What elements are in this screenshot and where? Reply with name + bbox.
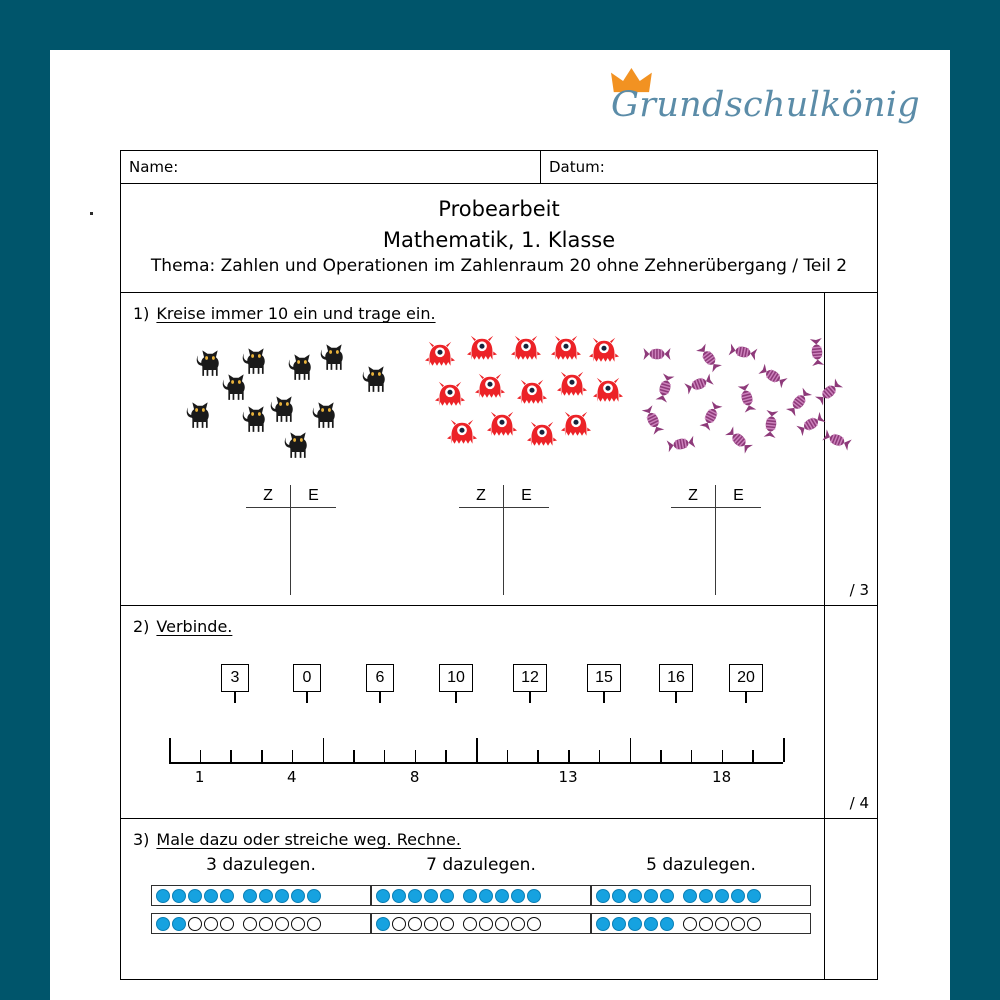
number-line-label: 1 [194, 768, 205, 786]
number-line-tick [353, 750, 355, 762]
title-line-1: Probearbeit [438, 197, 560, 221]
exercise-2-score[interactable] [825, 606, 877, 818]
candy-icon [696, 401, 726, 435]
ze-stem-3 [715, 485, 716, 595]
monster-icon [593, 377, 623, 411]
bead-filled[interactable] [731, 889, 745, 903]
number-line-tick [230, 750, 232, 762]
number-line-tick [323, 738, 325, 762]
exercise-2-number: 2) [133, 617, 150, 636]
bead-filled[interactable] [156, 889, 170, 903]
bead-filled[interactable] [612, 917, 626, 931]
ze-header-e-1: E [308, 487, 319, 504]
number-box-value: 20 [729, 664, 763, 692]
cat-icon [183, 399, 217, 437]
exercise-2-label: Verbinde. [156, 617, 233, 636]
number-line-tick [415, 750, 417, 762]
bead-column [151, 855, 371, 941]
bead-bar[interactable] [591, 885, 811, 906]
number-line-tick [630, 738, 632, 762]
number-line-label: 13 [558, 768, 578, 786]
number-line-tick [722, 750, 724, 762]
monster-group [421, 333, 621, 473]
bead-empty[interactable] [408, 917, 422, 931]
name-label: Name: [129, 158, 179, 176]
bead-filled[interactable] [376, 917, 390, 931]
bead-empty[interactable] [683, 917, 697, 931]
monster-icon [475, 373, 505, 407]
datum-label: Datum: [549, 158, 605, 176]
cat-icon [281, 429, 315, 467]
number-line-tick [660, 750, 662, 762]
bead-bar[interactable] [371, 885, 591, 906]
bead-filled[interactable] [408, 889, 422, 903]
monster-icon [435, 381, 465, 415]
bead-empty[interactable] [243, 917, 257, 931]
place-value-tables [121, 485, 824, 595]
exercise-3 [120, 819, 878, 980]
number-line-tick [292, 750, 294, 762]
number-box-12[interactable] [513, 664, 547, 703]
bead-column [371, 855, 591, 941]
number-box-tick [529, 692, 530, 703]
grundschulkoenig-logo [611, 68, 920, 123]
number-line-label: 4 [287, 768, 297, 786]
bead-bar[interactable] [151, 913, 371, 934]
cat-icon [285, 351, 319, 389]
bead-filled[interactable] [660, 889, 674, 903]
monster-icon [447, 419, 477, 453]
number-line-tick [537, 750, 539, 762]
ze-header-z-3: Z [671, 487, 716, 505]
place-value-table-2[interactable] [459, 485, 549, 508]
bead-filled[interactable] [644, 917, 658, 931]
bead-filled[interactable] [479, 889, 493, 903]
exercise-1-score[interactable] [825, 293, 877, 605]
exercise-1 [120, 293, 878, 606]
bead-filled[interactable] [495, 889, 509, 903]
bead-filled[interactable] [612, 889, 626, 903]
bead-empty[interactable] [463, 917, 477, 931]
number-boxes [121, 664, 824, 710]
ze-header-e-2: E [521, 487, 532, 504]
number-box-tick [306, 692, 307, 703]
bead-filled[interactable] [259, 889, 273, 903]
ze-underline-3 [671, 507, 761, 508]
number-box-20[interactable] [729, 664, 763, 703]
name-field[interactable] [121, 151, 541, 183]
title-line-3: Thema: Zahlen und Operationen im Zahlenraum 20 ohne Zehnerübergang / Teil 2 [150, 256, 848, 276]
monster-icon [589, 337, 619, 371]
bead-empty[interactable] [495, 917, 509, 931]
bead-empty[interactable] [527, 917, 541, 931]
monster-icon [511, 335, 541, 369]
exercise-2-score-value: / 4 [849, 794, 869, 812]
number-box-15[interactable] [587, 664, 621, 703]
bead-empty[interactable] [275, 917, 289, 931]
bead-column [591, 855, 811, 941]
bead-filled[interactable] [527, 889, 541, 903]
exercise-2-heading [121, 606, 824, 636]
bead-filled[interactable] [424, 889, 438, 903]
cat-icon [267, 393, 301, 431]
candy-icon [724, 425, 754, 459]
place-value-table-3[interactable] [671, 485, 761, 508]
monster-icon [561, 411, 591, 445]
number-box-value: 3 [221, 664, 249, 692]
number-box-value: 0 [293, 664, 321, 692]
bead-filled[interactable] [628, 917, 642, 931]
bead-filled[interactable] [392, 889, 406, 903]
datum-field[interactable] [541, 151, 877, 183]
ze-stem-1 [290, 485, 291, 595]
ze-header-e-3: E [733, 487, 744, 504]
candy-icon [728, 337, 758, 371]
bead-filled[interactable] [463, 889, 477, 903]
bead-filled[interactable] [220, 889, 234, 903]
candy-icon [642, 339, 672, 373]
bead-filled[interactable] [596, 917, 610, 931]
name-date-row [120, 150, 878, 183]
bead-empty[interactable] [511, 917, 525, 931]
ze-stem-2 [503, 485, 504, 595]
number-line-label: 18 [712, 768, 732, 786]
bead-empty[interactable] [291, 917, 305, 931]
ze-header-z-1: Z [246, 487, 291, 505]
number-box-tick [379, 692, 380, 703]
number-line-axis [169, 762, 783, 764]
number-line-tick [384, 750, 386, 762]
number-line-tick [752, 750, 754, 762]
bead-filled[interactable] [699, 889, 713, 903]
bead-filled[interactable] [596, 889, 610, 903]
bead-empty[interactable] [307, 917, 321, 931]
bead-filled[interactable] [683, 889, 697, 903]
bead-empty[interactable] [699, 917, 713, 931]
object-groups [121, 333, 824, 473]
number-line-tick [568, 750, 570, 762]
number-box-tick [745, 692, 746, 703]
number-box-tick [455, 692, 456, 703]
bead-column-caption: 5 dazulegen. [646, 855, 756, 875]
bead-bar[interactable] [151, 885, 371, 906]
number-line-tick [691, 750, 693, 762]
number-box-0[interactable] [293, 664, 321, 703]
ze-underline-2 [459, 507, 549, 508]
bead-empty[interactable] [220, 917, 234, 931]
number-box-tick [234, 692, 235, 703]
candy-group [636, 333, 851, 473]
monster-icon [425, 341, 455, 375]
bead-filled[interactable] [747, 889, 761, 903]
bead-filled[interactable] [715, 889, 729, 903]
bead-filled[interactable] [376, 889, 390, 903]
bead-empty[interactable] [259, 917, 273, 931]
number-box-tick [675, 692, 676, 703]
cat-icon [317, 341, 351, 379]
monster-icon [527, 421, 557, 455]
number-box-value: 12 [513, 664, 547, 692]
monster-icon [467, 335, 497, 369]
cat-group [181, 333, 401, 473]
place-value-table-1[interactable] [246, 485, 336, 508]
number-box-value: 16 [659, 664, 693, 692]
title-block [120, 183, 878, 293]
candy-icon [784, 387, 814, 421]
bead-empty[interactable] [440, 917, 454, 931]
bead-filled[interactable] [172, 917, 186, 931]
exercise-3-heading [121, 819, 824, 849]
worksheet-frame [120, 150, 878, 980]
number-line-tick [169, 738, 171, 762]
number-line-tick [507, 750, 509, 762]
number-box-value: 6 [366, 664, 394, 692]
bead-filled[interactable] [188, 889, 202, 903]
bead-filled[interactable] [628, 889, 642, 903]
bead-filled[interactable] [275, 889, 289, 903]
candy-icon [732, 383, 762, 417]
bead-filled[interactable] [291, 889, 305, 903]
number-line-tick [445, 750, 447, 762]
bead-filled[interactable] [243, 889, 257, 903]
exercise-3-score[interactable] [825, 819, 877, 979]
title-line-2: Mathematik, 1. Klasse [382, 228, 616, 252]
monster-icon [557, 371, 587, 405]
exercise-1-label: Kreise immer 10 ein und trage ein. [156, 304, 436, 323]
number-line [121, 734, 824, 804]
monster-icon [517, 379, 547, 413]
bead-bar[interactable] [371, 913, 591, 934]
number-line-label: 8 [409, 768, 420, 786]
bead-bar[interactable] [591, 913, 811, 934]
number-box-tick [603, 692, 604, 703]
bead-filled[interactable] [204, 889, 218, 903]
number-box-10[interactable] [439, 664, 473, 703]
number-line-tick [476, 738, 478, 762]
candy-icon [666, 429, 696, 463]
bead-filled[interactable] [440, 889, 454, 903]
exercise-1-body [121, 293, 825, 605]
worksheet-page [50, 50, 950, 1000]
ze-underline-1 [246, 507, 336, 508]
bead-empty[interactable] [479, 917, 493, 931]
bead-filled[interactable] [172, 889, 186, 903]
number-box-value: 15 [587, 664, 621, 692]
bead-empty[interactable] [204, 917, 218, 931]
bead-empty[interactable] [715, 917, 729, 931]
exercise-2-body [121, 606, 825, 818]
ze-header-z-2: Z [459, 487, 504, 505]
logo-text: Grundschulkönig [611, 85, 920, 125]
number-box-6[interactable] [366, 664, 394, 703]
bead-filled[interactable] [307, 889, 321, 903]
exercise-2 [120, 606, 878, 819]
number-line-tick [261, 750, 263, 762]
bead-empty[interactable] [392, 917, 406, 931]
bead-empty[interactable] [731, 917, 745, 931]
bead-filled[interactable] [660, 917, 674, 931]
monster-icon [551, 335, 581, 369]
ink-dot [90, 212, 93, 215]
bead-filled[interactable] [644, 889, 658, 903]
number-box-16[interactable] [659, 664, 693, 703]
number-box-value: 10 [439, 664, 473, 692]
bead-column-caption: 3 dazulegen. [206, 855, 316, 875]
number-box-3[interactable] [221, 664, 249, 703]
exercise-3-body [121, 819, 825, 979]
number-line-tick [599, 750, 601, 762]
bead-empty[interactable] [424, 917, 438, 931]
exercise-3-label: Male dazu oder streiche weg. Rechne. [156, 830, 461, 849]
exercise-3-number: 3) [133, 830, 150, 849]
monster-icon [487, 411, 517, 445]
number-line-tick [200, 750, 202, 762]
bead-column-caption: 7 dazulegen. [426, 855, 536, 875]
exercise-1-score-value: / 3 [849, 581, 869, 599]
exercise-1-number: 1) [133, 304, 150, 323]
number-line-tick [783, 738, 785, 762]
exercise-1-heading [121, 293, 824, 323]
bead-filled[interactable] [156, 917, 170, 931]
bead-empty[interactable] [747, 917, 761, 931]
cat-icon [359, 363, 393, 401]
bead-empty[interactable] [188, 917, 202, 931]
bead-filled[interactable] [511, 889, 525, 903]
